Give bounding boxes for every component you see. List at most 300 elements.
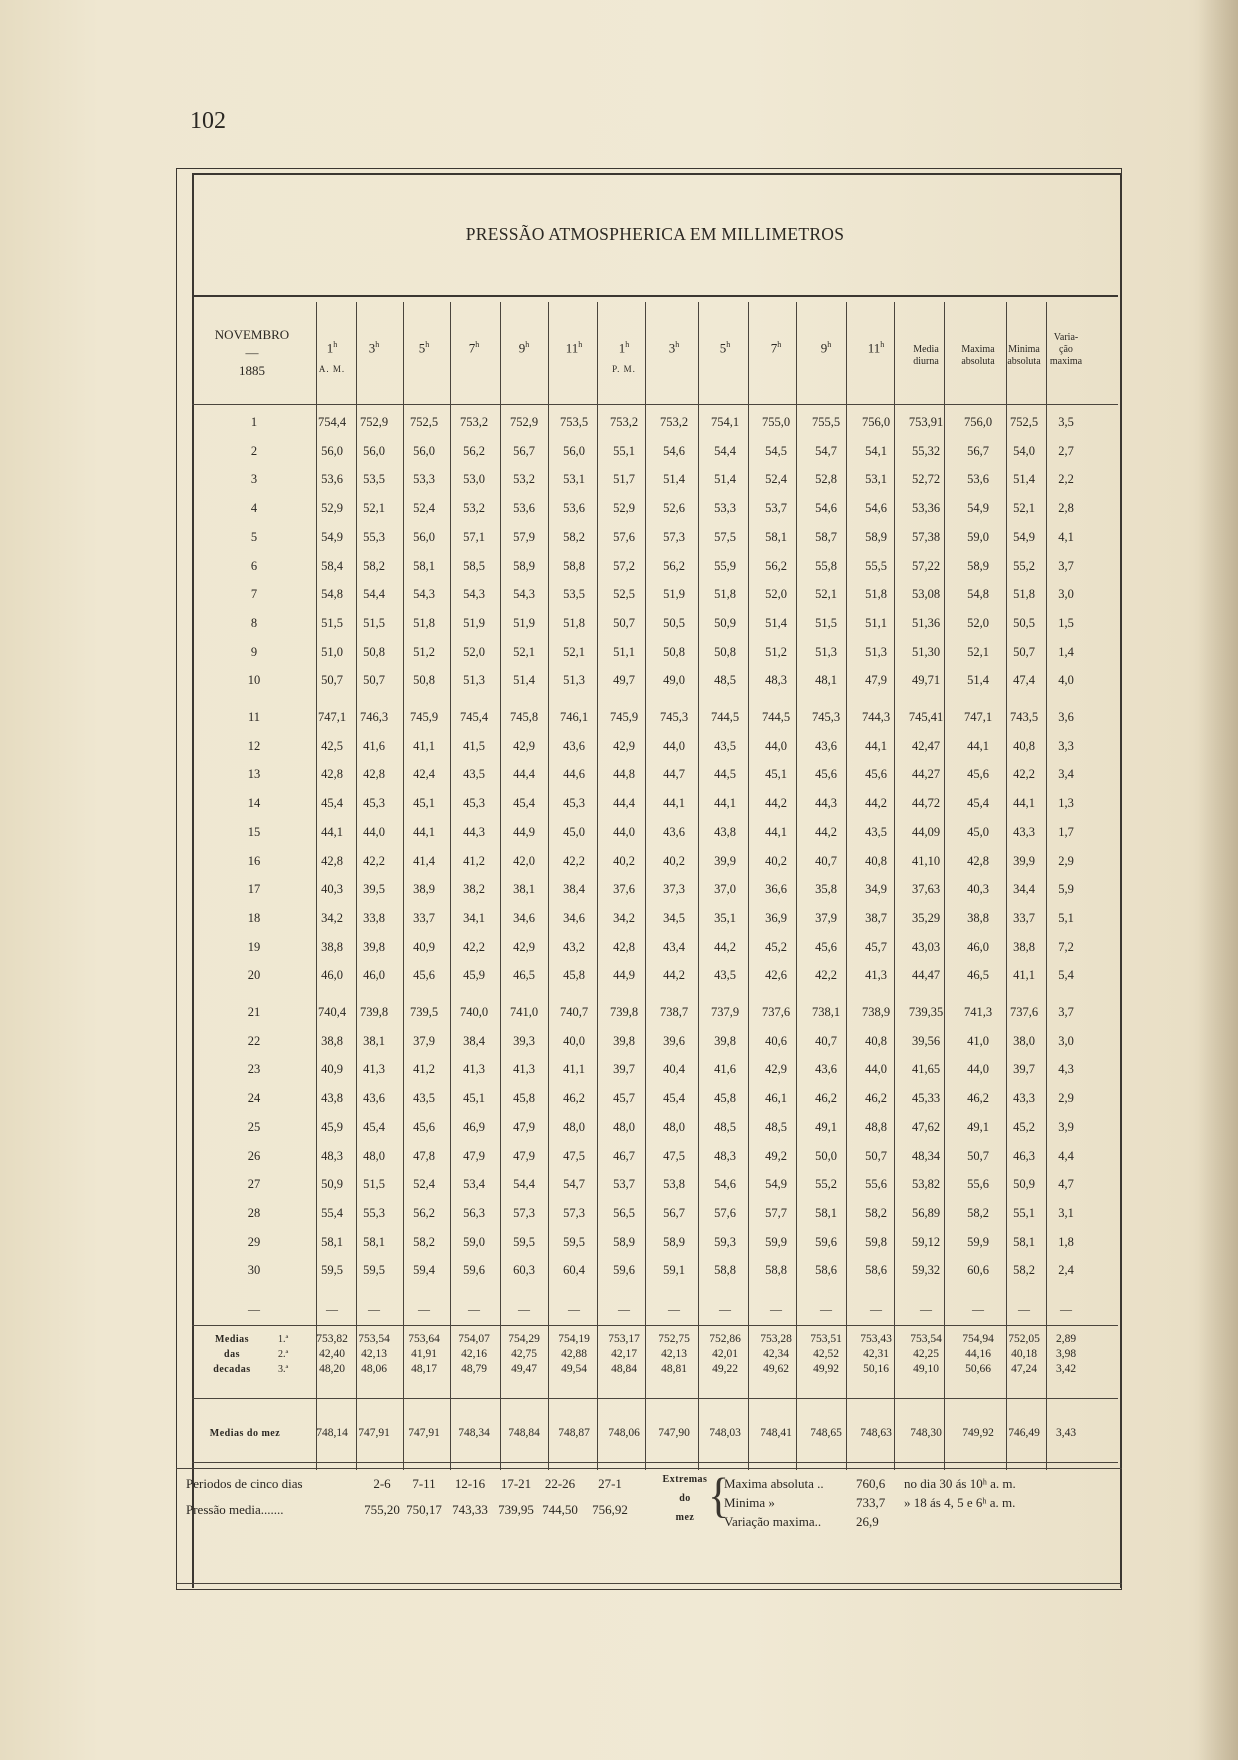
table-cell: 46,3	[1013, 1148, 1035, 1163]
table-cell: 53,5	[563, 587, 585, 602]
day-number: 20	[247, 968, 261, 983]
table-cell: 37,9	[815, 910, 837, 925]
table-title: PRESSÃO ATMOSPHERICA EM MILLIMETROS	[465, 224, 845, 244]
table-cell: 45,6	[815, 767, 837, 782]
header-hour-number: 11	[565, 340, 579, 356]
day-number: 9	[250, 644, 258, 659]
table-cell: 57,1	[463, 529, 485, 544]
table-cell: 57,2	[613, 558, 635, 573]
month-mean-cell: 747,91	[408, 1427, 440, 1439]
table-cell: 47,5	[563, 1148, 585, 1163]
table-cell: 59,5	[363, 1263, 385, 1278]
table-cell: 45,4	[321, 796, 343, 811]
table-row	[0, 1235, 1238, 1261]
table-cell: 746,1	[559, 710, 589, 724]
table-cell: 52,0	[765, 587, 787, 602]
header-label-line: absoluta	[1007, 356, 1041, 367]
decade-cell: 3,42	[1055, 1363, 1077, 1375]
table-cell: 42,8	[321, 767, 343, 782]
day-number: 5	[250, 529, 258, 544]
table-cell: 54,6	[815, 501, 837, 516]
month-mean-cell: 748,63	[860, 1427, 892, 1439]
table-row	[0, 673, 1238, 699]
table-cell: 738,7	[659, 1005, 689, 1019]
decade-cell: 48,84	[611, 1363, 637, 1375]
table-cell: 51,8	[413, 615, 435, 630]
table-cell: 4,3	[1058, 1062, 1074, 1077]
table-cell: 34,6	[563, 910, 585, 925]
month-mean-cell: 746,49	[1008, 1427, 1040, 1439]
table-row	[0, 1091, 1238, 1117]
decade-cell: 754,29	[508, 1333, 540, 1345]
dash-cell: —	[820, 1302, 832, 1316]
header-dash: —	[245, 345, 259, 360]
month-mean-cell: 747,90	[658, 1427, 690, 1439]
table-cell: 56,7	[513, 443, 535, 458]
table-cell: 38,8	[321, 939, 343, 954]
table-cell: 48,0	[613, 1119, 635, 1134]
table-cell: 50,7	[363, 673, 385, 688]
table-cell: 3,9	[1058, 1119, 1074, 1134]
table-row	[0, 767, 1238, 793]
table-cell: 54,6	[663, 443, 685, 458]
table-cell: 51,5	[363, 1177, 385, 1192]
table-cell: 753,2	[659, 415, 689, 429]
period-value: 12-16	[454, 1476, 486, 1491]
decade-ordinal: 3.ª	[278, 1364, 289, 1375]
table-cell: 39,7	[1013, 1062, 1035, 1077]
day-number: 23	[247, 1062, 261, 1077]
day-number: 6	[250, 558, 258, 573]
table-cell: 36,9	[765, 910, 787, 925]
table-cell: 59,5	[513, 1234, 535, 1249]
decade-rule	[192, 1398, 1118, 1399]
table-cell: 41,1	[1013, 968, 1035, 983]
table-cell: 752,5	[1009, 415, 1039, 429]
table-cell: 35,1	[714, 910, 736, 925]
table-cell: 48,1	[815, 673, 837, 688]
table-cell: 46,7	[613, 1148, 635, 1163]
dash-cell: —	[920, 1302, 932, 1316]
table-cell: 57,38	[911, 529, 941, 544]
table-cell: 40,8	[1013, 738, 1035, 753]
table-cell: 44,3	[815, 796, 837, 811]
table-cell: 51,1	[613, 644, 635, 659]
table-cell: 52,6	[663, 501, 685, 516]
table-cell: 46,2	[865, 1091, 887, 1106]
table-cell: 56,3	[463, 1205, 485, 1220]
table-cell: 44,2	[663, 968, 685, 983]
decade-cell: 753,54	[358, 1333, 390, 1345]
table-cell: 50,7	[967, 1148, 989, 1163]
table-cell: 56,2	[413, 1205, 435, 1220]
table-cell: 45,0	[967, 824, 989, 839]
table-cell: 58,2	[967, 1205, 989, 1220]
decade-cell: 42,13	[661, 1348, 687, 1360]
table-cell: 48,8	[865, 1119, 887, 1134]
table-cell: 44,27	[911, 767, 941, 782]
decade-cell: 752,05	[1008, 1333, 1040, 1345]
day-number: 17	[247, 882, 261, 897]
decade-cell: 42,16	[461, 1348, 487, 1360]
period-value: 22-26	[544, 1476, 576, 1491]
table-cell: 34,9	[865, 882, 887, 897]
table-cell: 42,2	[815, 968, 837, 983]
table-row	[0, 587, 1238, 613]
period-pressure: 756,92	[592, 1502, 628, 1517]
table-cell: 40,9	[321, 1062, 343, 1077]
table-cell: 51,8	[1013, 587, 1035, 602]
table-cell: 42,8	[363, 767, 385, 782]
table-cell: 45,4	[663, 1091, 685, 1106]
table-cell: 43,8	[321, 1091, 343, 1106]
table-cell: 49,2	[765, 1148, 787, 1163]
header-hour	[753, 340, 799, 356]
table-cell: 42,0	[513, 853, 535, 868]
table-cell: 50,8	[663, 644, 685, 659]
table-cell: 51,2	[413, 644, 435, 659]
day-number: 4	[250, 501, 258, 516]
table-cell: 58,1	[321, 1234, 343, 1249]
table-cell: 2,7	[1058, 443, 1074, 458]
table-cell: 53,6	[321, 472, 343, 487]
decade-ordinal: 1.ª	[278, 1334, 289, 1345]
table-cell: 44,1	[765, 824, 787, 839]
table-cell: 44,0	[765, 738, 787, 753]
table-cell: 56,5	[613, 1205, 635, 1220]
table-cell: 55,2	[815, 1177, 837, 1192]
table-cell: 44,3	[463, 824, 485, 839]
table-cell: 51,0	[321, 644, 343, 659]
table-cell: 59,32	[911, 1263, 941, 1278]
table-cell: 44,4	[513, 767, 535, 782]
table-cell: 44,8	[613, 767, 635, 782]
header-hour-suffix: h	[675, 340, 680, 349]
day-number: 8	[250, 615, 258, 630]
table-cell: 739,5	[409, 1005, 439, 1019]
table-cell: 2,9	[1058, 853, 1074, 868]
day-number: 26	[247, 1148, 261, 1163]
table-cell: 52,4	[765, 472, 787, 487]
table-cell: 52,1	[363, 501, 385, 516]
header-hour-number: 5	[418, 340, 426, 356]
decade-cell: 42,34	[763, 1348, 789, 1360]
table-cell: 46,0	[321, 968, 343, 983]
table-cell: 3,7	[1058, 558, 1074, 573]
month-mean-cell: 748,30	[910, 1427, 942, 1439]
table-cell: 56,0	[363, 443, 385, 458]
table-cell: 745,9	[409, 710, 439, 724]
table-cell: 753,5	[559, 415, 589, 429]
table-cell: 54,4	[714, 443, 736, 458]
day-number: 22	[247, 1033, 261, 1048]
table-cell: 738,1	[811, 1005, 841, 1019]
month-mean-cell: 748,03	[709, 1427, 741, 1439]
table-cell: 1,8	[1058, 1234, 1074, 1249]
month-mean-cell: 748,65	[810, 1427, 842, 1439]
table-cell: 54,6	[865, 501, 887, 516]
table-cell: 41,5	[463, 738, 485, 753]
table-cell: 44,1	[865, 738, 887, 753]
table-cell: 41,2	[463, 853, 485, 868]
table-cell: 43,6	[815, 1062, 837, 1077]
table-row	[0, 825, 1238, 851]
table-cell: 48,0	[363, 1148, 385, 1163]
table-cell: 44,47	[911, 968, 941, 983]
table-cell: 37,3	[663, 882, 685, 897]
table-cell: 51,5	[321, 615, 343, 630]
dash-cell: —	[468, 1302, 480, 1316]
table-cell: 49,1	[815, 1119, 837, 1134]
table-cell: 52,0	[967, 615, 989, 630]
extreme-value: 760,6	[856, 1476, 886, 1491]
header-hour-suffix: h	[578, 340, 583, 349]
decade-cell: 41,91	[411, 1348, 437, 1360]
table-cell: 42,8	[967, 853, 989, 868]
table-cell: 45,4	[513, 796, 535, 811]
table-cell: 752,9	[509, 415, 539, 429]
period-value: 7-11	[412, 1476, 436, 1491]
table-cell: 4,0	[1058, 673, 1074, 688]
table-cell: 51,9	[513, 615, 535, 630]
decade-cell: 48,79	[461, 1363, 487, 1375]
table-cell: 58,9	[513, 558, 535, 573]
table-row	[0, 911, 1238, 937]
decade-cell: 42,88	[561, 1348, 587, 1360]
table-cell: 49,71	[911, 673, 941, 688]
decade-cell: 42,31	[863, 1348, 889, 1360]
table-cell: 55,1	[613, 443, 635, 458]
table-cell: 42,9	[613, 738, 635, 753]
table-cell: 51,4	[513, 673, 535, 688]
extreme-label: Variação maxima..	[724, 1514, 822, 1529]
header-pm: P. M.	[612, 364, 636, 374]
table-cell: 34,2	[613, 910, 635, 925]
table-cell: 4,1	[1058, 529, 1074, 544]
dash-cell: —	[418, 1302, 430, 1316]
table-cell: 37,6	[613, 882, 635, 897]
month-means-row	[0, 1427, 1238, 1443]
header-hour-suffix: h	[475, 340, 480, 349]
table-cell: 50,8	[363, 644, 385, 659]
table-cell: 56,2	[765, 558, 787, 573]
table-cell: 56,2	[663, 558, 685, 573]
table-cell: 52,1	[815, 587, 837, 602]
table-cell: 43,03	[911, 939, 941, 954]
table-cell: 34,2	[321, 910, 343, 925]
table-row	[0, 645, 1238, 671]
table-cell: 54,0	[1013, 443, 1035, 458]
table-cell: 45,1	[463, 1091, 485, 1106]
table-cell: 40,2	[663, 853, 685, 868]
table-cell: 47,4	[1013, 673, 1035, 688]
table-cell: 51,8	[714, 587, 736, 602]
table-cell: 752,9	[359, 415, 389, 429]
header-label-line: maxima	[1049, 356, 1083, 367]
table-cell: 744,5	[761, 710, 791, 724]
table-cell: 55,6	[865, 1177, 887, 1192]
table-cell: 50,7	[865, 1148, 887, 1163]
decade-cell: 754,94	[962, 1333, 994, 1345]
table-cell: 54,5	[765, 443, 787, 458]
header-hour-suffix: h	[425, 340, 430, 349]
pressure-label: Pressão media.......	[186, 1502, 284, 1517]
table-cell: 37,0	[714, 882, 736, 897]
table-cell: 58,2	[563, 529, 585, 544]
table-cell: 745,41	[908, 710, 944, 724]
decade-cell: 42,40	[319, 1348, 345, 1360]
table-cell: 43,5	[463, 767, 485, 782]
table-cell: 60,6	[967, 1263, 989, 1278]
decade-cell: 48,06	[361, 1363, 387, 1375]
header-hour-number: 3	[368, 340, 376, 356]
header-hour-suffix: h	[525, 340, 530, 349]
table-cell: 42,2	[563, 853, 585, 868]
table-cell: 58,2	[363, 558, 385, 573]
table-cell: 44,0	[967, 1062, 989, 1077]
table-cell: 56,2	[463, 443, 485, 458]
day-number: 18	[247, 910, 261, 925]
table-cell: 41,6	[714, 1062, 736, 1077]
table-cell: 2,9	[1058, 1091, 1074, 1106]
day-number: 11	[247, 710, 261, 724]
table-cell: 739,35	[908, 1005, 944, 1019]
table-cell: 51,4	[967, 673, 989, 688]
table-cell: 44,09	[911, 824, 941, 839]
table-cell: 753,2	[459, 415, 489, 429]
period-value: 27-1	[598, 1476, 622, 1491]
dash-cell: —	[326, 1302, 338, 1316]
header-hour-number: 9	[820, 340, 828, 356]
decade-cell: 48,81	[661, 1363, 687, 1375]
table-cell: 53,7	[765, 501, 787, 516]
table-cell: 745,3	[659, 710, 689, 724]
table-cell: 51,1	[865, 615, 887, 630]
decade-cell: 42,75	[511, 1348, 537, 1360]
table-cell: 52,72	[911, 472, 941, 487]
day-number: 13	[247, 767, 261, 782]
table-cell: 59,6	[463, 1263, 485, 1278]
table-cell: 52,0	[463, 644, 485, 659]
month-mean-cell: 749,92	[962, 1427, 994, 1439]
table-row	[0, 739, 1238, 765]
table-cell: 743,5	[1009, 710, 1039, 724]
table-cell: 46,0	[967, 939, 989, 954]
table-cell: 51,8	[563, 615, 585, 630]
table-cell: 56,7	[967, 443, 989, 458]
extremes-label-line: Extremas	[662, 1474, 708, 1485]
table-cell: 53,3	[413, 472, 435, 487]
header-media-diurna	[902, 344, 950, 368]
table-cell: 34,5	[663, 910, 685, 925]
table-cell: 43,2	[563, 939, 585, 954]
table-cell: 55,4	[321, 1205, 343, 1220]
table-cell: 55,8	[815, 558, 837, 573]
dash-cell: —	[719, 1302, 731, 1316]
header-label-line: ção	[1059, 344, 1073, 355]
table-cell: 55,3	[363, 1205, 385, 1220]
table-cell: 46,5	[967, 968, 989, 983]
table-cell: 52,8	[815, 472, 837, 487]
table-cell: 45,6	[865, 767, 887, 782]
table-cell: 747,1	[963, 710, 993, 724]
table-cell: 43,6	[815, 738, 837, 753]
table-cell: 55,32	[911, 443, 941, 458]
table-cell: 48,3	[321, 1148, 343, 1163]
table-cell: 56,0	[413, 443, 435, 458]
table-cell: 54,9	[1013, 529, 1035, 544]
table-cell: 43,5	[413, 1091, 435, 1106]
table-cell: 58,2	[1013, 1263, 1035, 1278]
decade-cell: 42,25	[913, 1348, 939, 1360]
table-cell: 33,7	[413, 910, 435, 925]
table-cell: 57,7	[765, 1205, 787, 1220]
header-label-line: Maxima	[961, 344, 995, 355]
dash-cell: —	[668, 1302, 680, 1316]
table-cell: 57,5	[714, 529, 736, 544]
table-cell: 53,6	[563, 501, 585, 516]
header-am: A. M.	[318, 364, 346, 374]
table-cell: 51,4	[663, 472, 685, 487]
table-cell: 44,7	[663, 767, 685, 782]
table-cell: 45,3	[363, 796, 385, 811]
table-cell: 753,2	[609, 415, 639, 429]
table-cell: 3,0	[1058, 587, 1074, 602]
table-cell: 39,56	[911, 1033, 941, 1048]
day-number: 15	[247, 824, 261, 839]
table-cell: 1,3	[1058, 796, 1074, 811]
table-cell: 52,4	[413, 1177, 435, 1192]
decade-row	[0, 1363, 1238, 1379]
table-cell: 39,8	[363, 939, 385, 954]
table-cell: 53,5	[363, 472, 385, 487]
table-cell: 38,9	[413, 882, 435, 897]
table-cell: 53,1	[865, 472, 887, 487]
table-cell: 3,6	[1058, 710, 1074, 724]
table-cell: 38,4	[563, 882, 585, 897]
table-cell: 54,4	[513, 1177, 535, 1192]
table-cell: 45,8	[714, 1091, 736, 1106]
table-cell: 53,2	[463, 501, 485, 516]
decade-row	[0, 1348, 1238, 1364]
header-hour-number: 3	[668, 340, 676, 356]
table-cell: 38,8	[967, 910, 989, 925]
table-cell: 58,1	[363, 1234, 385, 1249]
header-hour-suffix: h	[827, 340, 832, 349]
decade-cell: 753,64	[408, 1333, 440, 1345]
decade-cell: 753,17	[608, 1333, 640, 1345]
table-cell: 745,8	[509, 710, 539, 724]
header-label-line: diurna	[913, 356, 939, 367]
table-cell: 52,1	[563, 644, 585, 659]
table-cell: 44,1	[714, 796, 736, 811]
table-cell: 48,5	[714, 673, 736, 688]
table-cell: 51,3	[463, 673, 485, 688]
table-cell: 43,6	[663, 824, 685, 839]
table-row	[0, 1149, 1238, 1175]
table-row	[0, 1206, 1238, 1232]
table-cell: 47,9	[463, 1148, 485, 1163]
table-cell: 1,7	[1058, 824, 1074, 839]
table-cell: 740,7	[559, 1005, 589, 1019]
table-row	[0, 472, 1238, 498]
table-cell: 51,7	[613, 472, 635, 487]
table-cell: 38,4	[463, 1033, 485, 1048]
table-cell: 42,8	[613, 939, 635, 954]
header-variacao-maxima	[1046, 332, 1086, 368]
day-number: 28	[247, 1205, 261, 1220]
table-cell: 54,9	[321, 529, 343, 544]
